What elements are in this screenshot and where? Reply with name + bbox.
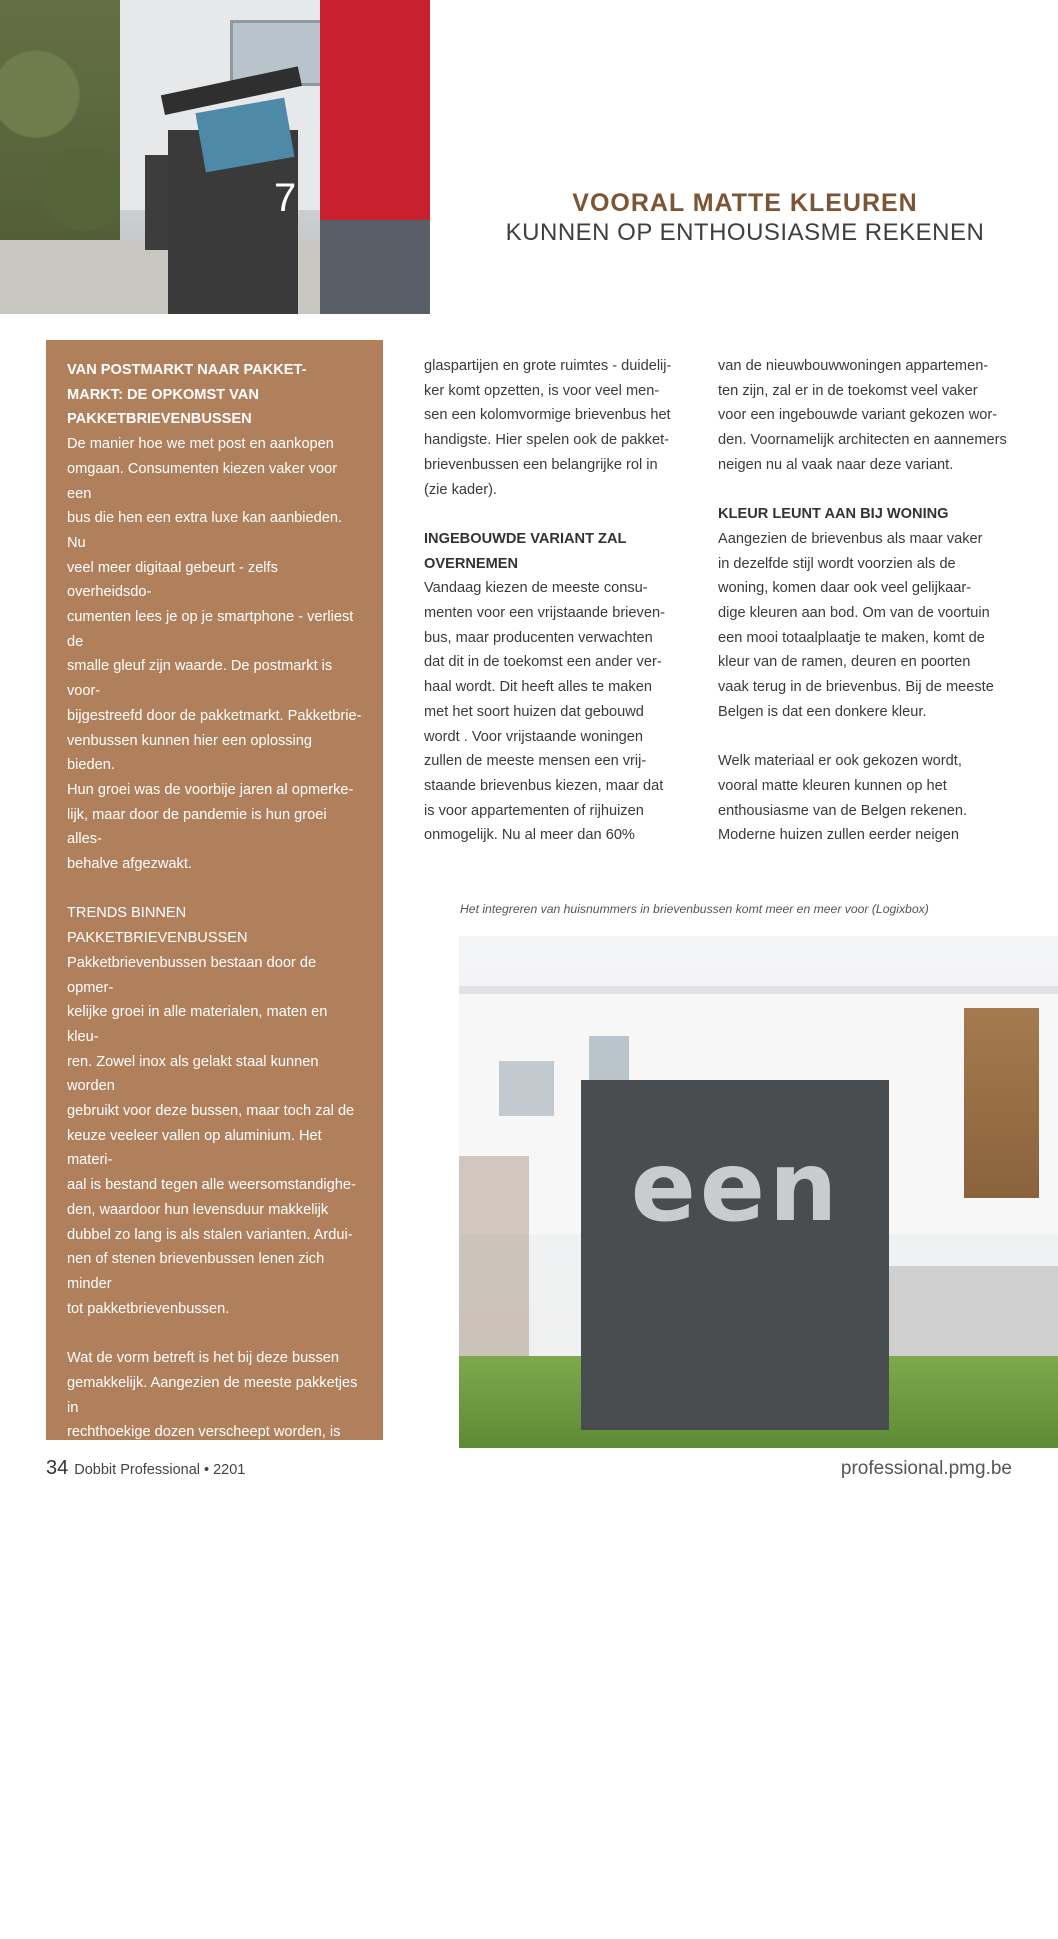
body-paragraph: Welk materiaal er ook gekozen wordt, vooral matte kleuren kunnen op het enthousiasme van de Belgen rekenen. Moderne huizen zullen eerder neigen (718, 753, 968, 844)
headline-line2: KUNNEN OP ENTHOUSIASME REKENEN (505, 219, 985, 246)
section-subtitle: KLEUR LEUNT AAN BIJ WONING (718, 506, 949, 523)
sidebar-subtitle: TRENDS BINNEN PAKKETBRIEVENBUSSEN (67, 905, 248, 947)
website-link[interactable]: professional.pmg.be (840, 1458, 1012, 1479)
body-paragraph: glaspartijen en grote ruimtes - duidelij- ker komt opzetten, is voor veel men- sen een kolomvormige brievenbus het handigste. Hier spelen ook de pakket- brievenbussen een belangrijke rol in (zie kader). (424, 358, 672, 498)
body-paragraph: van de nieuwbouwwoningen appartemen- ten zijn, zal er in de toekomst veel vaker voor een ingebouwde variant gekozen wor- den. Voornamelijk architecten en aannemers neigen nu al vaak naar deze variant. (718, 358, 1007, 473)
headline (440, 188, 1050, 248)
page-number: 34 (46, 1457, 69, 1479)
sidebar-paragraph: Pakketbrievenbussen bestaan door de opmer- kelijke groei in alle materialen, maten en kleu- ren. Zowel inox als gelakt staal kunnen worden gebruikt voor deze bussen, maar toch zal de keuze veeleer vallen op aluminium. Het materi- aal is bestand tegen alle weersomstandighe- den, waardoor hun levensduur makkelijk dubbel zo lang is als stalen varianten. Ardui- nen of stenen brievenbussen lenen zich minder tot pakketbrievenbussen. (67, 954, 356, 1317)
headline-line1: VOORAL MATTE KLEUREN (572, 189, 918, 217)
sign-lettering: een (630, 1131, 842, 1243)
body-column-1 (424, 354, 678, 848)
bottom-photo-house-sign (459, 936, 1058, 1448)
publication-name: Dobbit Professional • 2201 (74, 1462, 246, 1478)
section-subtitle: INGEBOUWDE VARIANT ZAL OVERNEMEN (424, 530, 627, 572)
sidebar-title: VAN POSTMARKT NAAR PAKKET- MARKT: DE OPKOMST VAN PAKKETBRIEVENBUSSEN (67, 362, 307, 428)
footer-left (46, 1457, 245, 1480)
photo-caption: Het integreren van huisnummers in brievenbussen komt meer en meer voor (Logixbox) (460, 902, 929, 916)
top-photo-mailbox (0, 0, 430, 314)
sidebar-paragraph: De manier hoe we met post en aankopen omgaan. Consumenten kiezen vaker voor een bus die hen een extra luxe kan aanbieden. Nu veel meer digitaal gebeurt - zelfs overheidsdo- cumenten lees je op je smartphone - verliest de smalle gleuf zijn waarde. De postmarkt is voor- bijgestreefd door de pakketmarkt. Pakketbrie- venbussen kunnen hier een oplossing bieden. Hun groei was de voorbije jaren al opmerke- lijk, maar door de pandemie is hun groei alles- behalve afgezwakt. (67, 436, 362, 873)
courier (320, 0, 430, 314)
tree (459, 1156, 529, 1356)
window (499, 1061, 554, 1116)
sidebar-paragraph: Qua afmetingen zijn er wel wat veranderingen in aantocht. Waar het vroeger genoeg was om de afmetingen van een schoendoos te behou- den, zijn de meeste pakketjes vaak al veel gro- ter. Deze verandering is nu al bezig, maar zal in de toekomst nog verder uitgewerkt worden. (67, 1671, 360, 1935)
wooden-door (964, 1008, 1039, 1198)
body-paragraph: Vandaag kiezen de meeste consu- menten voor een vrijstaande brieven- bus, maar producenten verwachten dat dit in de toekomst een ander ver- haal wordt. Dit heeft alles te maken met het soort huizen dat gebouwd wordt . Voor vrijstaande woningen zullen de meeste mensen een vrij- staande brievenbus kiezen, maar dat is voor appartementen of rijhuizen onmogelijk. Nu al meer dan 60% (424, 580, 665, 844)
sidebar-paragraph: Wat de vorm betreft is het bij deze bussen gemakkelijk. Aangezien de meeste pakketjes in rechthoekige dozen verscheept worden, is het vanzelfsprekend om ook de brievenbussen zuilvormig te houden. Deze kunnen ook mak- kelijk van een pakketvak voorzien worden. Daarbovenop lenen deze bussen zich er per- fect toe om meerdere pakketten per dag te sta- pelen. (67, 1350, 360, 1638)
body-paragraph: Aangezien de brievenbus als maar vaker in dezelfde stijl wordt voorzien als de woning, komen daar ook veel gelijkaar- dige kleuren aan bod. Om van de voortuin een mooi totaalplaatje te maken, komt de kleur van de ramen, deuren en poorten vaak terug in de brievenbus. Bij de meeste Belgen is dat een donkere kleur. (718, 530, 994, 720)
body-column-2 (718, 354, 1013, 848)
house-number: 7 (274, 176, 297, 220)
